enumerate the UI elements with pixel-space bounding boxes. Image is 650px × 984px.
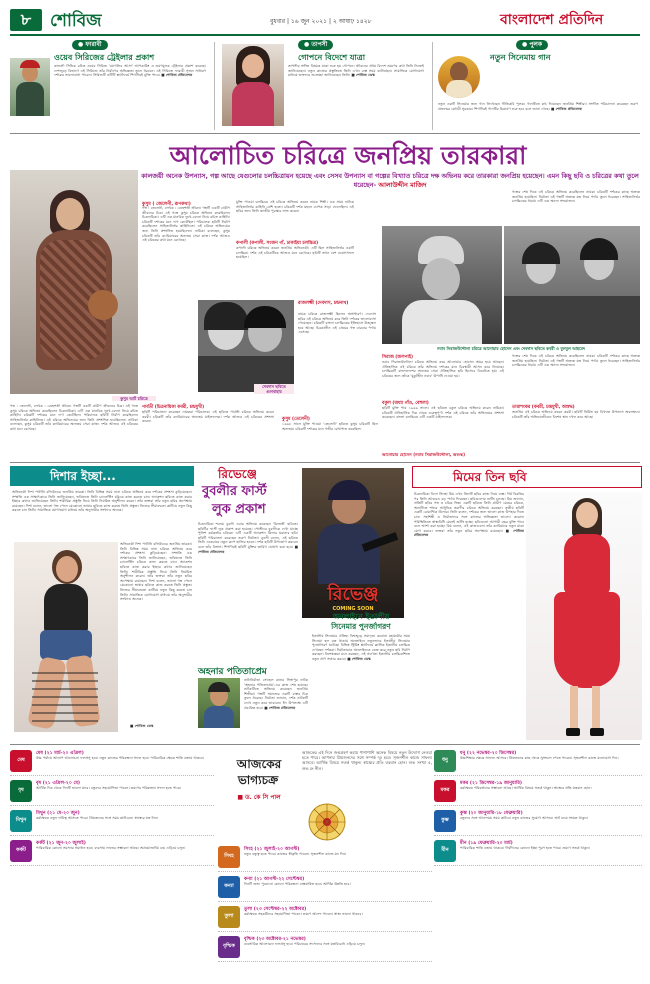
kabori-head: তারাশংকর (কবরী, চন্দ্রমুখী, অশুদ্ধ)	[512, 405, 575, 410]
mimi-title-box	[412, 466, 642, 488]
revenge-body: চিত্রনায়িকা শবনম বুবলী এবার অভিনয় করেছেন 'রিভেঞ্জ' ছবিতে। ছবিটির ফার্স্ট লুক প্রকাশ করা হয়েছে। পোস্টারে বুবলীকে দেখা যাচ্ছে পুলিশ কর্মকর্তার চরিত্রে। এটি একটি অ্যাকশন থ্রিলার ঘরানার ছবি। ছবিটি পরিচালনা করেছেন তরুণ নির্মাতা। বুবলী বলেন, এই ছবিতে তিনি একেবারে নতুন রূপে হাজির হবেন। দর্শক ছবিটি উপভোগ করবেন বলে তাঁর বিশ্বাস। শিগগিরই ছবিটি মুক্তির তারিখ ঘোষণা করা হবে। ■ শোবিজ প্রতিবেদক	[198, 522, 298, 554]
zodiac-sign-icon: কর্কট	[10, 840, 32, 862]
mimi-section	[412, 466, 642, 740]
zodiac-sign-name: কুম্ভ (২০ জানুয়ারি-১৮ ফেব্রুয়ারি)	[460, 811, 523, 816]
tapsi-title: গোপনে বিদেশে যাত্রা	[298, 53, 366, 62]
horoscope-box	[218, 748, 434, 840]
col5-upper-body: গল্পের শেষ দিকে এই চরিত্রে অভিনয় করেছিলেন নায়ক। চরিত্রটি দর্শকের কাছে অত্যন্ত জনপ্রিয় হয়েছিল। নির্মাতা এই গল্পটি অত্যন্ত যত্ন নিয়ে পর্দায় তুলে ধরেছেন। সাহিত্যনির্ভর চলচ্চিত্রের ধারায় এটি এক অনন্য সংযোজন।	[512, 190, 640, 204]
farabi-photo	[10, 58, 50, 116]
parbati-body: ছবিটি পরিচালনা করেছেন নামকরা পরিচালক। এই ছবিতে পার্বতী চরিত্রে অভিনয় করেন কবরী। চরিত্রটি তাঁর ক্যারিয়ারের অন্যতম মাইলফলক। দর্শক আজও এই চরিত্রের প্রশংসা করেন।	[142, 410, 274, 424]
col2-section	[236, 200, 356, 300]
zodiac-sign-name: মেষ (২১ মার্চ-২০ এপ্রিল)	[36, 751, 84, 756]
ahnaf-photo	[198, 678, 240, 728]
zodiac-sign-text: পারিবারিক শান্তি বজায় থাকবে। দীর্ঘদিনের কোনো ইচ্ছা পূরণ হতে পারে। ভ্রমণে সতর্ক থাকুন।	[460, 846, 590, 850]
zodiac-sign-icon: বৃষ	[10, 780, 32, 802]
feature-rule	[10, 462, 640, 463]
feature-author: আলাউদ্দীন মাজিদ	[378, 181, 427, 189]
col1-lower-body: গল্প : তেলেনী, লেখক : বেহেশতী জীবন। গল্পটি একটি গ্রামীণ জীবনের চিত্র। এই গল্পে কুসুম চরিত্রে অভিনয় করেছিলেন চিত্রনায়িকা। এটি এক মানবিক দুঃখ-বেদনা নিয়ে রচিত কাহিনি। চরিত্রটি দর্শকের মনে দাগ কেটেছিল। পরিচালক ছবিটি নির্মাণ করেছিলেন সাহিত্যনির্ভর কাহিনিতে। এই চরিত্রে অভিনয়ের জন্য তিনি প্রশংসিত হয়েছিলেন। নায়িকা বলেছেন, কুসুম চরিত্রটি তাঁর ক্যারিয়ারের অন্যতম সেরা কাজ। দর্শক আজও এই চরিত্রের কথা মনে রেখেছে।	[10, 404, 138, 431]
zodiac-sign-text: কর্মক্ষেত্রে নতুন দায়িত্ব আসতে পারে। প্রিয়জনের সঙ্গে সময় কাটাবেন। স্বাস্থ্যের যত্ন নিন।	[36, 816, 159, 820]
disha-byline: ■ শোবিজ ডেস্ক	[130, 724, 154, 728]
zodiac-sign-name: বৃশ্চিক (২৩ অক্টোবর-২১ নভেম্বর)	[244, 937, 306, 942]
zodiac-sign-name: কন্যা (২১ আগস্ট-২২ সেপ্টেম্বর)	[244, 877, 305, 882]
ahnaf-body: নাট্যনির্মাতা সোহেল রানার সিঙ্গাপুর নাটক 'অহনার পতিতাপ্রেম'-এর কাজ শেষ হয়েছে। নাটকটিতে অভিনয় করেছেন জনপ্রিয় শিল্পীরা। গল্পটি সমাজের একটি বাস্তব চিত্র তুলে ধরেছে। নির্মাতা জানান, দর্শক নাটকটি দেখে নতুন করে ভাববেন। ঈদ উপলক্ষে এটি প্রচারিত হবে। ■ শোবিজ প্রতিবেদক	[244, 678, 308, 710]
revenge-title-1: বুবলীর ফার্স্ট	[202, 484, 267, 499]
italian-title-2: সিনেমার পুনর্জাগরণ	[331, 622, 391, 631]
horoscope-title-1: আজকের	[236, 757, 282, 771]
farabi-title: ওয়েব সিরিজের ট্রেইলার প্রকাশ	[54, 53, 155, 62]
farabi-body: কাজলী সিদ্দিক রচিত ওয়েব সিরিজ 'মোগলির আসা' আপকামিং ও ভ্রমণমূলক ট্রেইলার প্রকাশ করেছে। দেশজুড়ে বিভাগে এই সিরিজে তাঁর নির্মাণের অভিজ্ঞতা তুলে ধরবেন। এই সিরিজে ফারাবী সৃজন সাধারণ দর্শকের ভালোবাসা পাবেন। সিরিজটি ওটিটি প্ল্যাটফর্মে শিগগিরই মুক্তি পাবে। ■ শোবিজ প্রতিবেদক	[54, 64, 206, 78]
pulok-photo	[438, 56, 480, 98]
zodiac-sign-text: উচ্চ পর্যায়ে আলাপ আলোচনা ফলপ্রসূ হবে। নতুন কাজের পরিকল্পনা সফল হবে। পারিবারিক ক্ষেত্রে শান্তি বজায় থাকবে।	[36, 756, 205, 760]
tapsi-body: তাপসীর সঙ্গীত বিষয়ক যাত্রা শুরু হয় গোপনে। জীবনের প্রথম বিদেশ ভ্রমণের কথা তিনি নিজেই জানিয়েছেন। নতুন কাজের প্রস্তুতিতে তিনি এখন ব্যস্ত সময় কাটাচ্ছেন। সামাজিক যোগাযোগ মাধ্যমে ভক্তদের শুভেচ্ছা জানিয়েছেন তিনি। ■ শোবিজ ডেস্ক	[288, 64, 424, 78]
dateline: বুধবার | ১৬ জুন ২০২১ | ২ আষাঢ় ১৪২৮	[270, 18, 372, 25]
parbati-section	[142, 404, 378, 460]
kusum-photo	[10, 170, 138, 394]
zodiac-sign-icon: মকর	[434, 780, 456, 802]
revenge-poster	[302, 468, 404, 618]
top-story-tapsi	[218, 40, 428, 132]
revenge-kicker: রিভেঞ্জে	[218, 467, 257, 481]
tapsi-photo	[222, 44, 284, 126]
disha-body-right: অভিনেত্রী দিশা পাটানি বলিউডের জনপ্রিয় তারকা। তিনি বিভিন্ন সময় নানা চরিত্রে অভিনয় করে দর্শকের প্রশংসা কুড়িয়েছেন। সম্প্রতি এক সাক্ষাৎকারে তিনি জানিয়েছেন, ভবিষ্যতে তিনি চ্যালেঞ্জিং চরিত্রে কাজ করতে চান। অ্যাকশন ছবিতে কাজ করার ইচ্ছার কথাও জানিয়েছেন তিনি। শারীরিক প্রস্তুতি নিয়ে তিনি নিয়মিত অনুশীলন করেন। তাঁর ভক্তরা তাঁর নতুন ছবির অপেক্ষায় রয়েছেন। দিশা বলেন, ভালো গল্প পেলে যেকোনো ভাষার ছবিতে কাজ করতে তিনি প্রস্তুত। নিজের সীমাবদ্ধতা কাটিয়ে নতুন কিছু করতে চান তিনি। সামাজিক যোগাযোগ মাধ্যমে তাঁর অনুসারীর সংখ্যাও অনেক।	[120, 542, 192, 602]
siraj-section	[382, 354, 506, 460]
pulok-tag: ● পুলক	[516, 40, 548, 50]
kabori-body: জনপ্রিয় এই চরিত্রে অভিনয় করেন কবরী। ছবিটি নির্মিত হয় বিখ্যাত উপন্যাস অবলম্বনে। চরিত্রটি তাঁর অভিনয়জীবনে বিশেষ স্থান দখল করে আছে।	[512, 410, 640, 419]
col5-section	[512, 354, 640, 460]
disha-photo	[14, 542, 118, 732]
page-number-badge	[10, 9, 42, 31]
divider	[214, 42, 215, 130]
top-stories-rule	[10, 133, 640, 134]
masthead-rule	[10, 34, 640, 36]
zodiac-sign-text: পারিবারিক কোনো সমস্যার সমাধান হবে। ব্যবসায় লাভের সম্ভাবনা আছে। অপ্রয়োজনীয় ব্যয় এড়িয়ে চলুন।	[36, 846, 186, 850]
horoscope-sign-card	[218, 874, 432, 902]
horoscope-sign-card	[218, 934, 432, 962]
zodiac-sign-name: ধনু (২২ নভেম্বর-২০ ডিসেম্বর)	[460, 751, 517, 756]
horoscope-title-2: ভাগ্যচক্র	[237, 773, 279, 787]
bottom-rule	[10, 744, 640, 745]
siraj-head: সিরাজ (জলপাই)	[382, 355, 414, 360]
horoscope-author: ■ ড. কে সি পাল	[237, 794, 281, 801]
zodiac-sign-name: মকর (২১ ডিসেম্বর-১৯ জানুয়ারি)	[460, 781, 522, 786]
revenge-poster-sub: COMING SOON	[332, 606, 374, 612]
kusum-body: গল্প : তেলেনী, লেখক : বেহেশতী জীবন। গল্পটি একটি গ্রামীণ জীবনের চিত্র। এই গল্পে কুসুম চরিত্রে অভিনয় করেছিলেন চিত্রনায়িকা। এটি এক মানবিক দুঃখ-বেদনা নিয়ে রচিত কাহিনি। চরিত্রটি দর্শকের মনে দাগ কেটেছিল। পরিচালক ছবিটি নির্মাণ করেছিলেন সাহিত্যনির্ভর কাহিনিতে। এই চরিত্রে অভিনয়ের জন্য তিনি প্রশংসিত হয়েছিলেন। নায়িকা বলেছেন, কুসুম চরিত্রটি তাঁর ক্যারিয়ারের অন্যতম সেরা কাজ। দর্শক আজও এই চরিত্রের কথা মনে রেখেছে।	[142, 206, 230, 243]
disha-body: অভিনেত্রী দিশা পাটানি বলিউডের জনপ্রিয় তারকা। তিনি বিভিন্ন সময় নানা চরিত্রে অভিনয় করে দর্শকের প্রশংসা কুড়িয়েছেন। সম্প্রতি এক সাক্ষাৎকারে তিনি জানিয়েছেন, ভবিষ্যতে তিনি চ্যালেঞ্জিং চরিত্রে কাজ করতে চান। অ্যাকশন ছবিতে কাজ করার ইচ্ছার কথাও জানিয়েছেন তিনি। শারীরিক প্রস্তুতি নিয়ে তিনি নিয়মিত অনুশীলন করেন। তাঁর ভক্তরা তাঁর নতুন ছবির অপেক্ষায় রয়েছেন। দিশা বলেন, ভালো গল্প পেলে যেকোনো ভাষার ছবিতে কাজ করতে তিনি প্রস্তুত। নিজের সীমাবদ্ধতা কাটিয়ে নতুন কিছু করতে চান তিনি। সামাজিক যোগাযোগ মাধ্যমে তাঁর অনুসারীর সংখ্যাও অনেক।	[12, 490, 192, 513]
zodiac-sign-text: কর্মক্ষেত্রে পরিবর্তনের সম্ভাবনা আছে। আর্থিক বিষয়ে সতর্ক থাকুন। স্বাস্থ্যের প্রতি যত্নবান হোন।	[460, 786, 592, 790]
bokul-body: ছবিটি মুক্তি পায় ১৯৬৯ সালে। এই ছবিতে বকুল চরিত্রে অভিনয় করেন নায়িকা। চরিত্রটি ঐতিহাসিক দিক থেকে গুরুত্বপূর্ণ। দর্শক এই চরিত্রে তাঁর অভিনয়ের প্রশংসা করেছেন। বাংলা চলচ্চিত্রে এটি একটি মাইলফলক।	[382, 406, 504, 420]
tapsi-tag: ● তাপসী	[298, 40, 333, 50]
horoscope-section	[10, 748, 642, 980]
tag-bullet-icon: ●	[304, 41, 310, 48]
pulok-title: নতুন সিনেমায় গান	[490, 53, 551, 62]
horoscope-sign-card	[434, 838, 642, 866]
nawab-caption: নবাব সিরাজউদ্দৌলা চরিত্রে আনোয়ার হোসেন এবং দেবদাস ছবিতে কবরী ও বুলবুল আহমেদ	[437, 346, 585, 351]
disha-section	[10, 466, 194, 736]
zodiac-sign-text: উচ্চশিক্ষার ক্ষেত্রে সাফল্য আসবে। প্রিয়জনের কাছ থেকে সুসংবাদ পেতে পারেন। সৃজনশীল কাজে মনোযোগ দিন।	[460, 756, 619, 760]
farabi-tag: ● ফারাবী	[72, 40, 108, 50]
zodiac-sign-text: দিনটি শুভ। পুরোনো কোনো পরিকল্পনা বাস্তবায়িত হবে। আর্থিক উন্নতি হবে।	[244, 882, 351, 886]
horoscope-sign-card	[434, 778, 642, 806]
zodiac-sign-name: মিথুন (২১ মে-২০ জুন)	[36, 811, 80, 816]
horoscope-intro: আজকের এই দিনে জন্মগ্রহণ করায় পাশাপাশি অনেক বিষয়ে নতুন উদ্যোগ নেওয়া হতে পারে। আপনার প্রিয়জনদের সঙ্গে সম্পর্ক দৃঢ় হবে। সৃজনশীল কাজে সাফল্য আসবে। আর্থিক বিষয়ে সতর্ক থাকুন। স্বাস্থ্যের প্রতি যত্নবান হোন। শুভ সংখ্যা ৫, শুভ রং নীল।	[302, 750, 432, 771]
devdas-photo	[504, 226, 640, 344]
zodiac-sign-name: বৃষ (২১ এপ্রিল-২০ মে)	[36, 781, 81, 786]
kusum2-head: কুসুম (তেলেনী)	[282, 417, 310, 422]
zodiac-sign-text: কর্মক্ষেত্রে সহকর্মীদের সহযোগিতা পাবেন। ভ্রমণে আনন্দ পাবেন। স্বাস্থ্য ভালো থাকবে।	[244, 912, 363, 916]
ahnaf-section	[198, 664, 310, 740]
feature-intro: কালজয়ী অনেক উপন্যাস, গল্প আছে যেগুলোর চলচ্চিত্রায়ন হয়েছে এবং সেসব উপন্যাস বা গল্পের বিখ্যাত চরিত্রে দক্ষ অভিনয় করে তারকারা জনপ্রিয় হয়েছেন। এমন কিছু ছবি ও চরিত্রের কথা তুলে ধরেছেন- আলাউদ্দীন মাজিদ	[141, 172, 639, 189]
gulbahar-photo	[198, 300, 294, 392]
rajlakshmi-section	[298, 300, 378, 396]
italian-title-1: অনলাইনে ইতালীয়	[332, 612, 390, 621]
zodiac-sign-icon: মীন	[434, 840, 456, 862]
zodiac-sign-text: বন্ধুদের সঙ্গে আনন্দময় সময় কাটবে। নতুন কাজের সুযোগ আসবে। অর্থ ব্যয়ে সংযত থাকুন।	[460, 816, 588, 820]
zodiac-sign-icon: তুলা	[218, 906, 240, 928]
zodiac-sign-icon: ধনু	[434, 750, 456, 772]
zodiac-sign-icon: সিংহ	[218, 846, 240, 868]
top-story-farabi	[10, 40, 210, 132]
zodiac-sign-name: কর্কট (২১ জুন-২০ জুলাই)	[36, 841, 86, 846]
ahnaf-title: অহনার পতিতাপ্রেম	[198, 667, 267, 677]
tag-bullet-icon: ●	[78, 41, 84, 48]
pulok-body: নতুন একটি সিনেমার জন্য গান লিখেছেন গীতিকবি পুলক। গানটিতে কণ্ঠ দিয়েছেন জনপ্রিয় শিল্পীরা। সংগীত পরিচালনা করেছেন তরুণ প্রজন্মের মেধাবী সুরকার। শিগগিরই গানটির চিত্রায়ণ শুরু হবে বলে জানা গেছে। ■ শোবিজ প্রতিবেদক	[438, 102, 638, 111]
parbati-head: পার্বতী (চিত্রনায়িকা কবরী, চন্দ্রমুখী)	[142, 405, 205, 410]
zodiac-sign-icon: কুম্ভ	[434, 810, 456, 832]
col2-body: মুক্তি পাওয়া চলচ্চিত্রে এই চরিত্রে অভিনয় করেন নায়ক শিল্পী। এক সময় নাটকে সাহিত্যনির্ভর কাহিনি বেশি হতো। চরিত্রটি দর্শক মহলে ব্যাপক সাড়া ফেলেছিল। এই ছবির জন্য তিনি জাতীয় পুরস্কার লাভ করেন।	[236, 200, 354, 214]
kusum-head: কুসুম ( জেলেনী, রূপকথা)	[142, 202, 191, 207]
mimi-title: মিমের তিন ছবি	[453, 470, 527, 484]
kopali-head: কপালী (কপালী, সংজন গাঁ, ঢাকাইয়া চলচ্চিত্র)	[236, 241, 319, 246]
horoscope-sign-card	[10, 778, 214, 806]
zodiac-sign-name: সিংহ (২১ জুলাই-২০ আগস্ট)	[244, 847, 300, 852]
horoscope-sign-card	[434, 808, 642, 836]
horoscope-sign-card	[218, 904, 432, 932]
revenge-poster-title: রিভেঞ্জ	[327, 584, 379, 605]
zodiac-sign-icon: কন্যা	[218, 876, 240, 898]
zodiac-sign-name: মীন (১৯ ফেব্রুয়ারি-২০ মার্চ)	[460, 841, 513, 846]
horoscope-sign-card	[434, 748, 642, 776]
rajlakshmi-head: রাজলক্ষ্মী (দেবদাস, চন্দ্রনাথ)	[298, 301, 349, 306]
gulbahar-caption: দেবদাস ছবিতে গুলবাহার	[254, 384, 294, 394]
horoscope-sign-card	[218, 844, 432, 872]
kusum-caption: কুসুম আর্ট চরিত্রে	[112, 396, 156, 401]
page-number: ৮	[20, 10, 32, 29]
horoscope-sign-card	[10, 748, 214, 776]
divider	[432, 42, 433, 130]
masthead	[0, 0, 650, 38]
zodiac-sign-text: নতুন বন্ধুত্ব হতে পারে। কাজের স্বীকৃতি পাবেন। সৃজনশীল কাজে মন দিন।	[244, 852, 347, 856]
horoscope-sign-card	[10, 838, 214, 866]
italian-section	[312, 612, 410, 740]
mimi-body: চিত্রনায়িকা বিদ্যা সিনহা মিম এখন তিনটি ছবির কাজ নিয়ে ব্যস্ত। দীর্ঘ বিরতির পর তিনি আবারও বড় পর্দায় ফিরছেন। ছবিগুলোর শুটিং চলছে। মিম জানান, প্রতিটি ছবির গল্প ও চরিত্র ভিন্ন। একটি ছবিতে তিনি গ্রামীণ মেয়ের চরিত্রে, অন্যটিতে শহুরে আধুনিক তরুণীর চরিত্রে অভিনয় করছেন। তৃতীয় ছবিটি একটি রোমান্টিক থ্রিলার। তিনি বলেন, দর্শকের জন্য ভালো কাজ উপহার দিতে চান। সহশিল্পী ও নির্মাতাদের সঙ্গে কাজের অভিজ্ঞতা ভালো। করোনা পরিস্থিতিতে স্বাস্থ্যবিধি মেনেই শুটিং হচ্ছে। ছবিগুলো আগামী বছর মুক্তি পাবে বলে আশা করা হচ্ছে। মিম বলেন, এই কাজগুলো তাঁর ক্যারিয়ারে নতুন মাত্রা যোগ করবে। ভক্তরা তাঁর নতুন ছবির অপেক্ষায় রয়েছেন। ■ শোবিজ প্রতিবেদক	[414, 492, 524, 538]
mimi-photo	[526, 492, 642, 740]
nawab-photo	[382, 226, 502, 344]
paper-name: বাংলাদেশ প্রতিদিন	[500, 12, 604, 28]
anwar-byline: আনোয়ার হোসেন (নবাব সিরাজউদ্দৌলা, অশুদ্ধ)	[382, 452, 466, 457]
col5-body: গল্পের শেষ দিকে এই চরিত্রে অভিনয় করেছিলেন নায়ক। চরিত্রটি দর্শকের কাছে অত্যন্ত জনপ্রিয় হয়েছিল। নির্মাতা এই গল্পটি অত্যন্ত যত্ন নিয়ে পর্দায় তুলে ধরেছেন। সাহিত্যনির্ভর চলচ্চিত্রের ধারায় এটি এক অনন্য সংযোজন।	[512, 354, 640, 368]
rajlakshmi-body: নায়ক চরিত্রে রাজলক্ষ্মী ছিলেন অসাধারণ। দেবদাস ছবির এই চরিত্রে অভিনয় করে তিনি দর্শকের ভালোবাসা পেয়েছেন। চরিত্রটি বাংলা চলচ্চিত্রের ইতিহাসে উজ্জ্বল হয়ে আছে। চিরকালীন এই প্রেমের গল্প বারবার পর্দায় এসেছে।	[298, 312, 376, 335]
zodiac-sign-icon: বৃশ্চিক	[218, 936, 240, 958]
horoscope-sign-card	[10, 808, 214, 836]
zodiac-sign-text: ব্যবসায়িক আলোচনা ফলপ্রসূ হবে। পরিবারের সদস্যদের সঙ্গে মতবিরোধ এড়িয়ে চলুন।	[244, 942, 366, 946]
zodiac-sign-icon: মেষ	[10, 750, 32, 772]
top-story-pulok	[436, 40, 644, 132]
disha-title: দিশার ইচ্ছা...	[50, 469, 116, 483]
bokul-head: বকুল (অধ্যা গাঁও, বেহুলা)	[382, 401, 429, 406]
section-title: শোবিজ	[50, 11, 102, 31]
zodiac-sign-name: তুলা (২৩ সেপ্টেম্বর-২২ অক্টোবর)	[244, 907, 307, 912]
siraj-body: নবাব সিরাজউদ্দৌলা চরিত্রে অভিনয় করে আনোয়ার হোসেন অমর হয়ে আছেন। ঐতিহাসিক এই চরিত্রে তাঁর অভিনয় দর্শকের মনে চিরস্থায়ী আসন করে নিয়েছে। চলচ্চিত্রটি বাংলাদেশের অন্যতম সেরা ঐতিহাসিক ছবি হিসেবে বিবেচিত হয়। এই চরিত্রের জন্য তাঁকে 'মুকুটহীন নবাব' উপাধি দেওয়া হয়।	[382, 360, 504, 378]
kusum2-body: ১৯৬৮ সালে মুক্তি পাওয়া 'তেলেনী' ছবিতে কুসুম চরিত্রটি ছিল অন্যতম। চরিত্রটি দর্শকের মনে গভীর রেখাপাত করেছিল।	[282, 422, 378, 431]
feature-headline: আলোচিত চরিত্রে জনপ্রিয় তারকারা	[169, 141, 527, 170]
revenge-title-2: লুক প্রকাশ	[212, 502, 266, 517]
zodiac-sign-icon: মিথুন	[10, 810, 32, 832]
zodiac-sign-text: আর্থিক দিক থেকে দিনটি ভালো যাবে। বন্ধুদের সহযোগিতা পাবেন। ভ্রমণের পরিকল্পনা সফল হতে পারে।	[36, 786, 182, 790]
italian-body: ইতালীয় সিনেমার ঐতিহ্য বিশ্বজুড়ে সমাদৃত। করোনা মহামারীর সময় সিনেমা হল বন্ধ থাকায় অনলাইনে নতুনভাবে ইতালীয় সিনেমার পুনর্জাগরণ ঘটেছে। বিভিন্ন স্ট্রিমিং প্ল্যাটফর্মে ক্লাসিক ইতালীয় চলচ্চিত্র দেখছেন দর্শকরা। নির্মাতারাও অনলাইনকে কেন্দ্র করে নতুন ছবি নির্মাণ করছেন। বিশেষজ্ঞরা মনে করছেন, এই প্রবণতা ইতালীয় চলচ্চিত্রশিল্পে নতুন প্রাণ সঞ্চার করবে। ■ শোবিজ ডেস্ক	[312, 634, 410, 661]
kopali-body: কপালী চরিত্রে অভিনয় করেন জনপ্রিয় অভিনেত্রী। এটি ছিল সাহিত্যনির্ভর একটি চলচ্চিত্র। দর্শক এই চরিত্রটিকে আজও মনে রেখেছে। ছবিটি তখন বেশ ব্যবসাসফল হয়েছিল।	[236, 246, 354, 260]
zodiac-wheel-icon	[292, 802, 362, 842]
tag-bullet-icon: ●	[522, 41, 528, 48]
disha-title-bar	[10, 466, 194, 486]
